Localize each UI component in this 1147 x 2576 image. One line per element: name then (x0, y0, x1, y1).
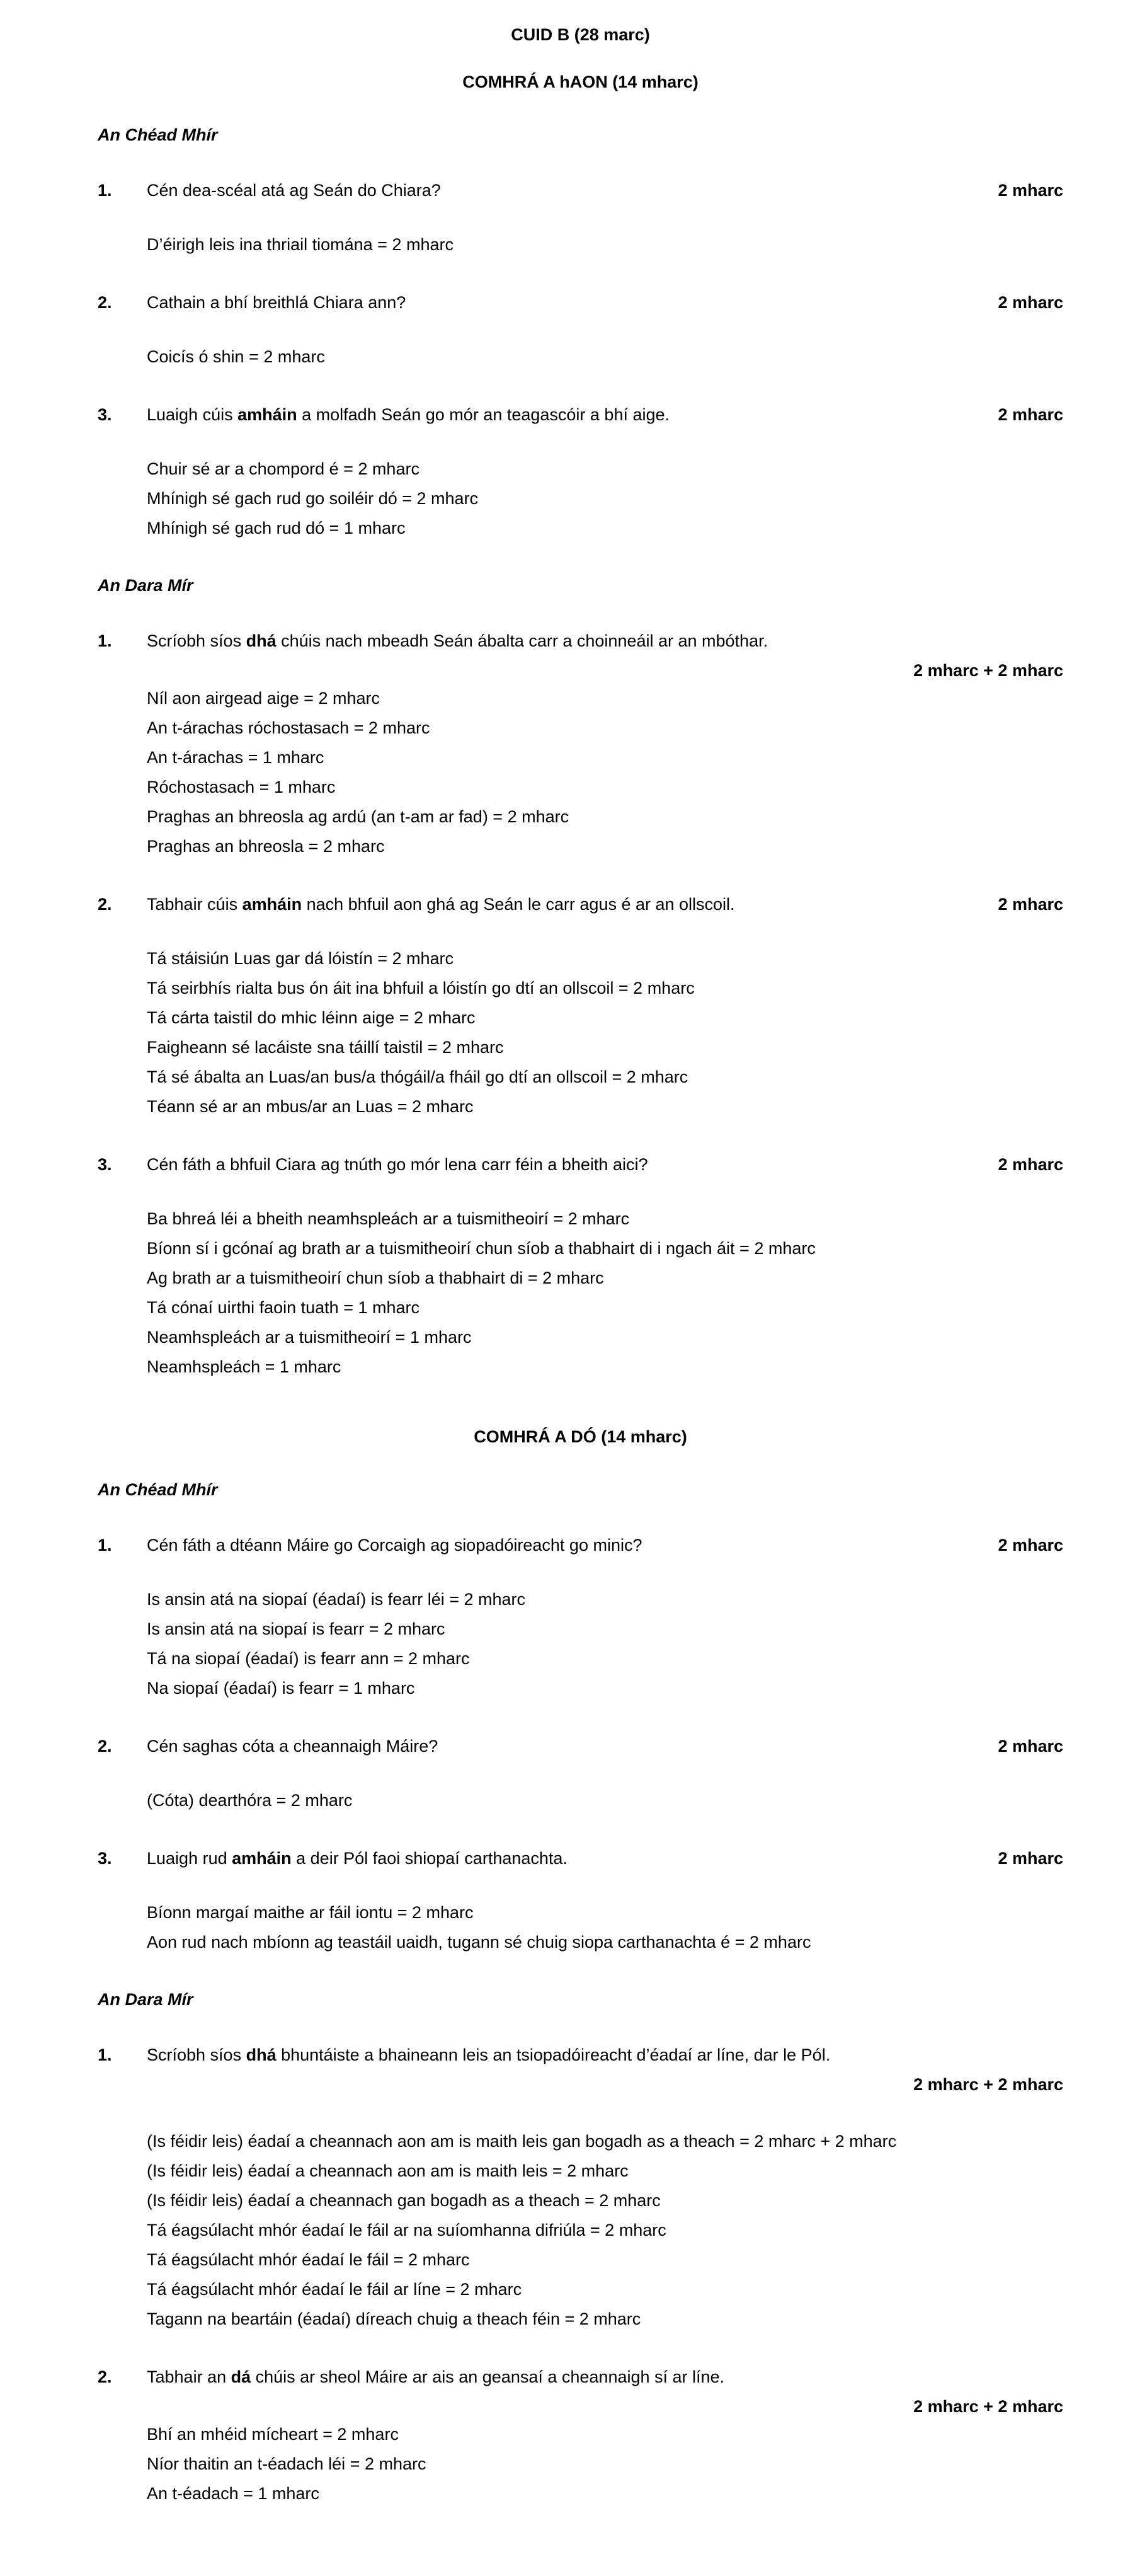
answer-line: Mhínigh sé gach rud dó = 1 mharc (147, 519, 406, 538)
marks-label: 2 mharc + 2 mharc (913, 2397, 1063, 2416)
question-row (98, 2366, 1063, 2388)
question-text-part: Cathain a bhí breithlá Chiara ann? (147, 293, 406, 312)
answer-line: Tá éagsúlacht mhór éadaí le fáil = 2 mharc (147, 2250, 470, 2269)
answer-line: Tá stáisiún Luas gar dá lóistín = 2 mharc (147, 949, 454, 968)
answer-line: (Is féidir leis) éadaí a cheannach gan bogadh as a theach = 2 mharc (147, 2191, 661, 2210)
question-text-part: dhá (246, 631, 277, 650)
part-title: CUID B (28 marc) (511, 25, 650, 44)
question-text-part: Luaigh cúis (147, 405, 238, 424)
marks-label: 2 mharc (998, 1737, 1063, 1756)
answer-line: Ag brath ar a tuismitheoirí chun síob a thabhairt di = 2 mharc (147, 1268, 604, 1287)
answer-line: Bíonn margaí maithe ar fáil iontu = 2 mharc (147, 1903, 474, 1922)
section-title-c1m2: An Dara Mír (98, 576, 193, 595)
question-text-part: Luaigh rud (147, 1849, 232, 1868)
question-row (98, 404, 1063, 425)
question-row (98, 894, 1063, 915)
answer-line: Is ansin atá na siopaí is fearr = 2 mharc (147, 1619, 445, 1638)
answer-line: Níor thaitin an t-éadach léi = 2 mharc (147, 2454, 426, 2473)
conversation-2-title: COMHRÁ A DÓ (14 mharc) (474, 1427, 687, 1446)
marks-label: 2 mharc (998, 405, 1063, 424)
question-number: 1. (98, 181, 112, 200)
answer-block (98, 1898, 1063, 1957)
question-text (147, 1735, 998, 1757)
question-text-part: dhá (246, 2045, 277, 2064)
question-text-part: amháin (232, 1849, 292, 1868)
marks-label: 2 mharc (998, 1536, 1063, 1555)
question-number: 1. (98, 2045, 112, 2064)
answer-line: (Cóta) dearthóra = 2 mharc (147, 1791, 353, 1810)
question-text (147, 894, 998, 915)
question-text (147, 404, 998, 425)
question-number: 3. (98, 1849, 112, 1868)
question-text-part: bhuntáiste a bhaineann leis an tsiopadóireacht d’éadaí ar líne, dar le Pól. (276, 2045, 831, 2064)
question-text (147, 1534, 998, 1556)
answer-block (98, 1204, 1063, 1382)
answer-block (98, 342, 1063, 372)
marks-label: 2 mharc (998, 895, 1063, 914)
question-row (98, 630, 1063, 652)
answer-line: Bíonn sí i gcónaí ag brath ar a tuismitheoirí chun síob a thabhairt di i ngach áit = 2 mharc (147, 1239, 816, 1258)
question-text-part: Scríobh síos (147, 2045, 246, 2064)
question-row (98, 1534, 1063, 1556)
question-text (147, 2366, 1063, 2388)
answer-line: Chuir sé ar a chompord é = 2 mharc (147, 459, 419, 478)
question-number: 2. (98, 1737, 112, 1756)
question-number: 3. (98, 405, 112, 424)
answer-line: Aon rud nach mbíonn ag teastáil uaidh, tugann sé chuig siopa carthanachta é = 2 mharc (147, 1933, 811, 1952)
question-text (147, 292, 998, 313)
answer-block (98, 230, 1063, 260)
answer-line: (Is féidir leis) éadaí a cheannach aon am is maith leis = 2 mharc (147, 2161, 629, 2180)
answer-line: D’éirigh leis ina thriail tiomána = 2 mharc (147, 235, 454, 254)
question-text (147, 1848, 998, 1869)
answer-line: Tá sé ábalta an Luas/an bus/a thógáil/a fháil go dtí an ollscoil = 2 mharc (147, 1067, 688, 1086)
marks-label: 2 mharc (998, 293, 1063, 312)
answer-line: Praghas an bhreosla = 2 mharc (147, 837, 385, 856)
question-text-part: chúis nach mbeadh Seán ábalta carr a choinneáil ar an mbóthar. (276, 631, 768, 650)
question-text (147, 630, 1063, 652)
question-text-part: dá (231, 2367, 251, 2386)
conversation-1-title: COMHRÁ A hAON (14 mharc) (462, 72, 699, 91)
answer-line: Bhí an mhéid mícheart = 2 mharc (147, 2425, 399, 2444)
section-title-c1m1: An Chéad Mhír (98, 125, 218, 144)
answer-line: Coicís ó shin = 2 mharc (147, 347, 325, 366)
answer-line: Tagann na beartáin (éadaí) díreach chuig a theach féin = 2 mharc (147, 2309, 641, 2328)
question-number: 3. (98, 1155, 112, 1174)
answer-line: Tá éagsúlacht mhór éadaí le fáil ar líne = 2 mharc (147, 2280, 522, 2299)
question-row (98, 292, 1063, 313)
question-number: 2. (98, 895, 112, 914)
question-text-part: chúis ar sheol Máire ar ais an geansaí a cheannaigh sí ar líne. (251, 2367, 725, 2386)
question-text-part: Scríobh síos (147, 631, 246, 650)
question-row (98, 1848, 1063, 1869)
question-number: 1. (98, 631, 112, 650)
answer-line: Tá na siopaí (éadaí) is fearr ann = 2 mharc (147, 1649, 470, 1668)
answer-line: Téann sé ar an mbus/ar an Luas = 2 mharc (147, 1097, 474, 1116)
answer-block (98, 1585, 1063, 1703)
answer-block (98, 454, 1063, 543)
answer-line: An t-éadach = 1 mharc (147, 2484, 319, 2503)
question-text-part: amháin (242, 895, 302, 914)
question-number: 1. (98, 1536, 112, 1555)
answer-line: Faigheann sé lacáiste sna táillí taistil = 2 mharc (147, 1038, 504, 1057)
question-text-part: a molfadh Seán go mór an teagascóir a bhí aige. (297, 405, 670, 424)
answer-line: Praghas an bhreosla ag ardú (an t-am ar fad) = 2 mharc (147, 807, 569, 826)
section-title-c2m1: An Chéad Mhír (98, 1480, 218, 1499)
question-row (98, 180, 1063, 201)
question-text (147, 180, 998, 201)
answer-line: An t-árachas = 1 mharc (147, 748, 324, 767)
question-text-part: Cén dea-scéal atá ag Seán do Chiara? (147, 181, 441, 200)
question-number: 2. (98, 2367, 112, 2386)
answer-line: Tá cárta taistil do mhic léinn aige = 2 mharc (147, 1008, 476, 1027)
answer-line: Tá seirbhís rialta bus ón áit ina bhfuil a lóistín go dtí an ollscoil = 2 mharc (147, 979, 695, 998)
question-text-part: Cén saghas cóta a cheannaigh Máire? (147, 1737, 438, 1756)
answer-line: Róchostasach = 1 mharc (147, 778, 336, 796)
question-number: 2. (98, 293, 112, 312)
question-text-part: Cén fáth a bhfuil Ciara ag tnúth go mór lena carr féin a bheith aici? (147, 1155, 648, 1174)
answer-line: Tá éagsúlacht mhór éadaí le fáil ar na suíomhanna difriúla = 2 mharc (147, 2221, 666, 2240)
question-text-part: Cén fáth a dtéann Máire go Corcaigh ag siopadóireacht go minic? (147, 1536, 642, 1555)
answer-block (98, 1786, 1063, 1815)
question-text (147, 2044, 1063, 2066)
answer-line: Is ansin atá na siopaí (éadaí) is fearr léi = 2 mharc (147, 1590, 526, 1609)
answer-line: (Is féidir leis) éadaí a cheannach aon am is maith leis gan bogadh as a theach = 2 mharc + 2 mharc (147, 2132, 897, 2151)
question-text-part: nach bhfuil aon ghá ag Seán le carr agus é ar an ollscoil. (302, 895, 735, 914)
answer-line: Ba bhreá léi a bheith neamhspleách ar a tuismitheoirí = 2 mharc (147, 1209, 630, 1228)
question-text-part: Tabhair cúis (147, 895, 243, 914)
answer-block (98, 2420, 1063, 2509)
answer-line: Neamhspleách ar a tuismitheoirí = 1 mharc (147, 1328, 472, 1347)
answer-line: Mhínigh sé gach rud go soiléir dó = 2 mharc (147, 489, 479, 508)
answer-line: Níl aon airgead aige = 2 mharc (147, 689, 380, 708)
question-row (98, 2044, 1063, 2066)
answer-block (98, 684, 1063, 861)
marks-label: 2 mharc + 2 mharc (913, 661, 1063, 680)
question-text-part: amháin (237, 405, 297, 424)
answer-block (98, 2127, 1063, 2334)
question-row (98, 1154, 1063, 1175)
question-text (147, 1154, 998, 1175)
question-text-part: Tabhair an (147, 2367, 231, 2386)
question-row (98, 1735, 1063, 1757)
answer-block (98, 944, 1063, 1122)
marks-label: 2 mharc (998, 181, 1063, 200)
marks-label: 2 mharc + 2 mharc (913, 2075, 1063, 2094)
answer-line: An t-árachas róchostasach = 2 mharc (147, 718, 430, 737)
question-text-part: a deir Pól faoi shiopaí carthanachta. (291, 1849, 568, 1868)
section-title-c2m2: An Dara Mír (98, 1990, 193, 2009)
answer-line: Tá cónaí uirthi faoin tuath = 1 mharc (147, 1298, 419, 1317)
answer-line: Neamhspleách = 1 mharc (147, 1357, 341, 1376)
marks-label: 2 mharc (998, 1155, 1063, 1174)
answer-line: Na siopaí (éadaí) is fearr = 1 mharc (147, 1679, 415, 1698)
marks-label: 2 mharc (998, 1849, 1063, 1868)
